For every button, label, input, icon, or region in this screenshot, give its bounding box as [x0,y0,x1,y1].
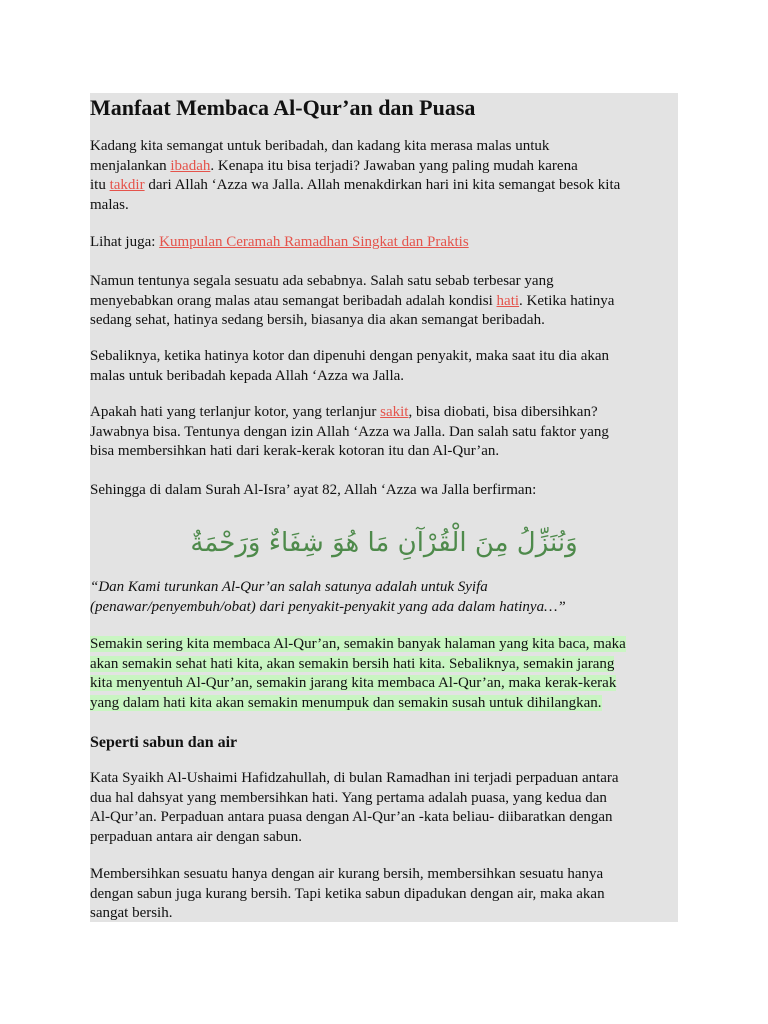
text-span: . Kenapa itu bisa terjadi? Jawaban yang paling mudah karena [210,157,578,174]
document-page [90,93,678,922]
link-takdir[interactable]: takdir [109,177,145,193]
text-line: Membersihkan sesuatu hanya dengan air kurang bersih, membersihkan sesuatu hanya [90,866,604,882]
text-span: menyebabkan orang malas atau semangat beribadah adalah kondisi [90,292,497,309]
text-line: Kadang kita semangat untuk beribadah, dan kadang kita merasa malas untuk [90,138,550,154]
text-line: dua hal dahsyat yang membersihkan hati. Yang pertama adalah puasa, yang kedua dan [90,789,607,806]
link-sakit[interactable]: sakit [380,404,409,420]
highlighted-paragraph [90,635,678,713]
highlight-span: akan semakin sehat hati kita, akan semakin bersih hati kita. Sebaliknya, semakin jarang [90,655,615,672]
link-ibadah[interactable]: ibadah [170,157,211,174]
paragraph-intro [90,137,678,215]
text-line: perpaduan antara air dengan sabun. [90,828,302,845]
text-line: Jawabnya bisa. Tentunya dengan izin Allah ‘Azza wa Jalla. Dan salah satu faktor yang [90,423,609,440]
paragraph-sebaliknya [90,347,678,386]
text-line: “Dan Kami turunkan Al-Qur’an salah satunya adalah untuk Syifa [90,579,488,595]
text-line: (penawar/penyembuh/obat) dari penyakit-penyakit yang ada dalam hatinya…” [90,598,566,615]
text-line [90,655,678,675]
text-line [90,694,678,714]
text-line [90,674,678,694]
text-line: bisa membersihkan hati dari kerak-kerak kotoran itu dan Al-Qur’an. [90,443,500,459]
link-kumpulan-ceramah[interactable]: Kumpulan Ceramah Ramadhan Singkat dan Praktis [159,234,469,250]
text-span: , bisa diobati, bisa dibersihkan? [408,404,598,420]
text-span: dari Allah ‘Azza wa Jalla. Allah menakdirkan hari ini kita semangat besok kita [144,177,621,193]
text-line [90,292,678,312]
text-line: sangat bersih. [90,905,173,921]
text-line: Sehingga di dalam Surah Al-Isra’ ayat 82, Allah ‘Azza wa Jalla berfirman: [90,482,537,498]
text-line: Namun tentunya segala sesuatu ada sebabnya. Salah satu sebab terbesar yang [90,273,554,289]
text-line [90,233,678,253]
text-span: Apakah hati yang terlanjur kotor, yang terlanjur [90,404,381,420]
text-span: . Ketika hatinya [519,292,615,309]
text-span: menjalankan [90,157,171,174]
highlight-span: yang dalam hati kita akan semakin menumpuk dan semakin susah untuk dihilangkan. [90,694,602,711]
text-line: Al-Qur’an. Perpaduan antara puasa dengan Al-Qur’an -kata beliau- diibaratkan dengan [90,809,613,825]
text-line: Sebaliknya, ketika hatinya kotor dan dipenuhi dengan penyakit, maka saat itu dia akan [90,348,610,364]
highlight-span: Semakin sering kita membaca Al-Qur’an, semakin banyak halaman yang kita baca, maka [90,636,626,652]
paragraph-sebab [90,272,678,331]
paragraph-see-also [90,233,678,253]
text-line: sedang sehat, hatinya sedang bersih, biasanya dia akan semangat beribadah. [90,312,545,328]
link-hati[interactable]: hati [496,292,520,309]
text-line: malas. [90,196,129,213]
quote-translation [90,578,678,617]
text-span: Lihat juga: [90,234,160,250]
text-line: Kata Syaikh Al-Ushaimi Hafidzahullah, di bulan Ramadhan ini terjadi perpaduan antara [90,770,619,786]
paragraph-sabun [90,865,678,922]
text-line [90,403,678,423]
text-line [90,635,678,655]
article-title: Manfaat Membaca Al-Qur’an dan Puasa [90,95,476,120]
paragraph-obat [90,403,678,462]
paragraph-surah [90,481,678,501]
text-line: dengan sabun juga kurang bersih. Tapi ketika sabun dipadukan dengan air, maka akan [90,885,605,902]
arabic-verse: وَنُنَزِّلُ مِنَ الْقُرْآنِ مَا هُوَ شِفَاءٌ وَرَحْمَةٌ [190,528,578,558]
highlight-span: kita menyentuh Al-Qur’an, semakin jarang kita membaca Al-Qur’an, maka kerak-kerak [90,675,617,691]
paragraph-syaikh [90,769,678,847]
text-line: malas untuk beribadah kepada Allah ‘Azza wa Jalla. [90,367,405,384]
text-span: itu [90,177,110,193]
text-line [90,157,678,177]
section-heading: Seperti sabun dan air [90,734,238,751]
text-line [90,176,678,196]
